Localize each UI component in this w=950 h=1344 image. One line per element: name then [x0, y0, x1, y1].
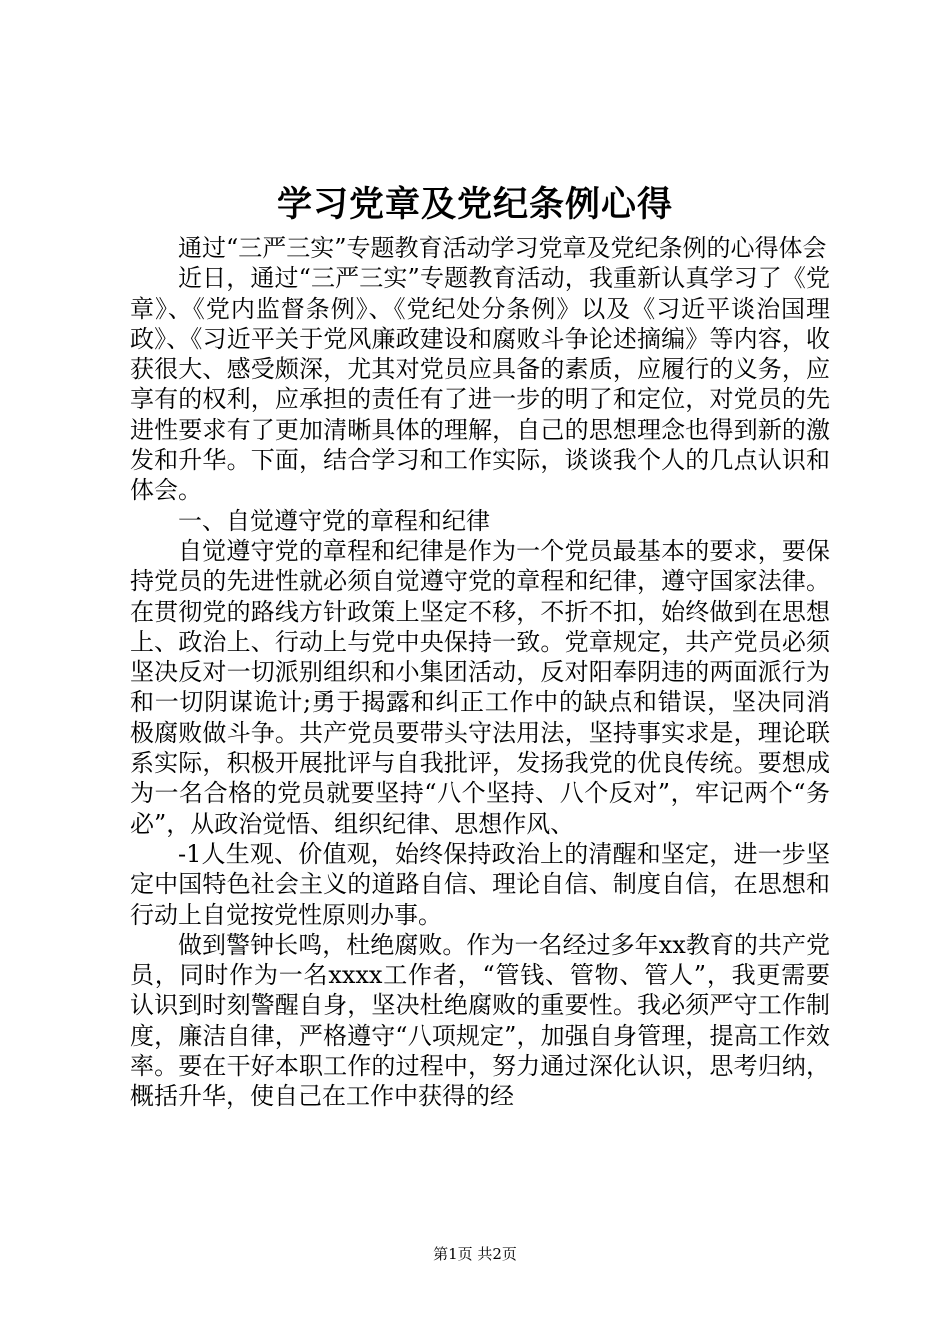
document-title: 学习党章及党纪条例心得: [276, 184, 673, 225]
paragraph-subtitle: 通过“三严三实”专题教育活动学习党章及党纪条例的心得体会: [178, 234, 827, 262]
paragraph-section-1: 自觉遵守党的章程和纪律是作为一个党员最基本的要求，要保持党员的先进性就必须自觉遵守党的章程和纪律，遵守国家法律。在贯彻党的路线方针政策上坚定不移，不折不扣，始终做到在思想上、政治上、行动上与党中央保持一致。党章规定，共产党员必须坚决反对一切派别组织和小集团活动，反对阳奉阴违的两面派行为和一切阴谋诡计;勇于揭露和纠正工作中的缺点和错误，坚决同消极腐败做斗争。共产党员要带头守法用法，坚持事实求是，理论联系实际，积极开展批评与自我批评，发扬我党的优良传统。要想成为一名合格的党员就要坚持“八个坚持、八个反对”，牢记两个“务必”，从政治觉悟、组织纪律、思想作风、: [130, 536, 830, 838]
document-body: [130, 233, 830, 1112]
section-heading-1: 一、自觉遵守党的章程和纪律: [178, 506, 490, 535]
paragraph-intro: 近日，通过“三严三实”专题教育活动，我重新认真学习了《党章》、《党内监督条例》、《党纪处分条例》以及《习近平谈治国理政》、《习近平关于党风廉政建设和腐败斗争论述摘编》等内容，收获很大、感受颇深，尤其对党员应具备的素质，应履行的义务，应享有的权利，应承担的责任有了进一步的明了和定位，对党员的先进性要求有了更加清晰具体的理解，自己的思想理念也得到新的激发和升华。下面，结合学习和工作实际，谈谈我个人的几点认识和体会。: [130, 264, 830, 505]
paragraph-continuation: -1人生观、价值观，始终保持政治上的清醒和坚定，进一步坚定中国特色社会主义的道路自信、理论自信、制度自信，在思想和行动上自觉按党性原则办事。: [130, 839, 830, 929]
page-number-footer: 第1页 共2页: [433, 1245, 517, 1263]
paragraph-warning: 做到警钟长鸣，杜绝腐败。作为一名经过多年xx教育的共产党员，同时作为一名xxxx工作者，“管钱、管物、管人”，我更需要认识到时刻警醒自身，坚决杜绝腐败的重要性。我必须严守工作制度，廉洁自律，严格遵守“八项规定”，加强自身管理，提高工作效率。要在干好本职工作的过程中，努力通过深化认识，思考归纳，概括升华，使自己在工作中获得的经: [130, 930, 830, 1111]
